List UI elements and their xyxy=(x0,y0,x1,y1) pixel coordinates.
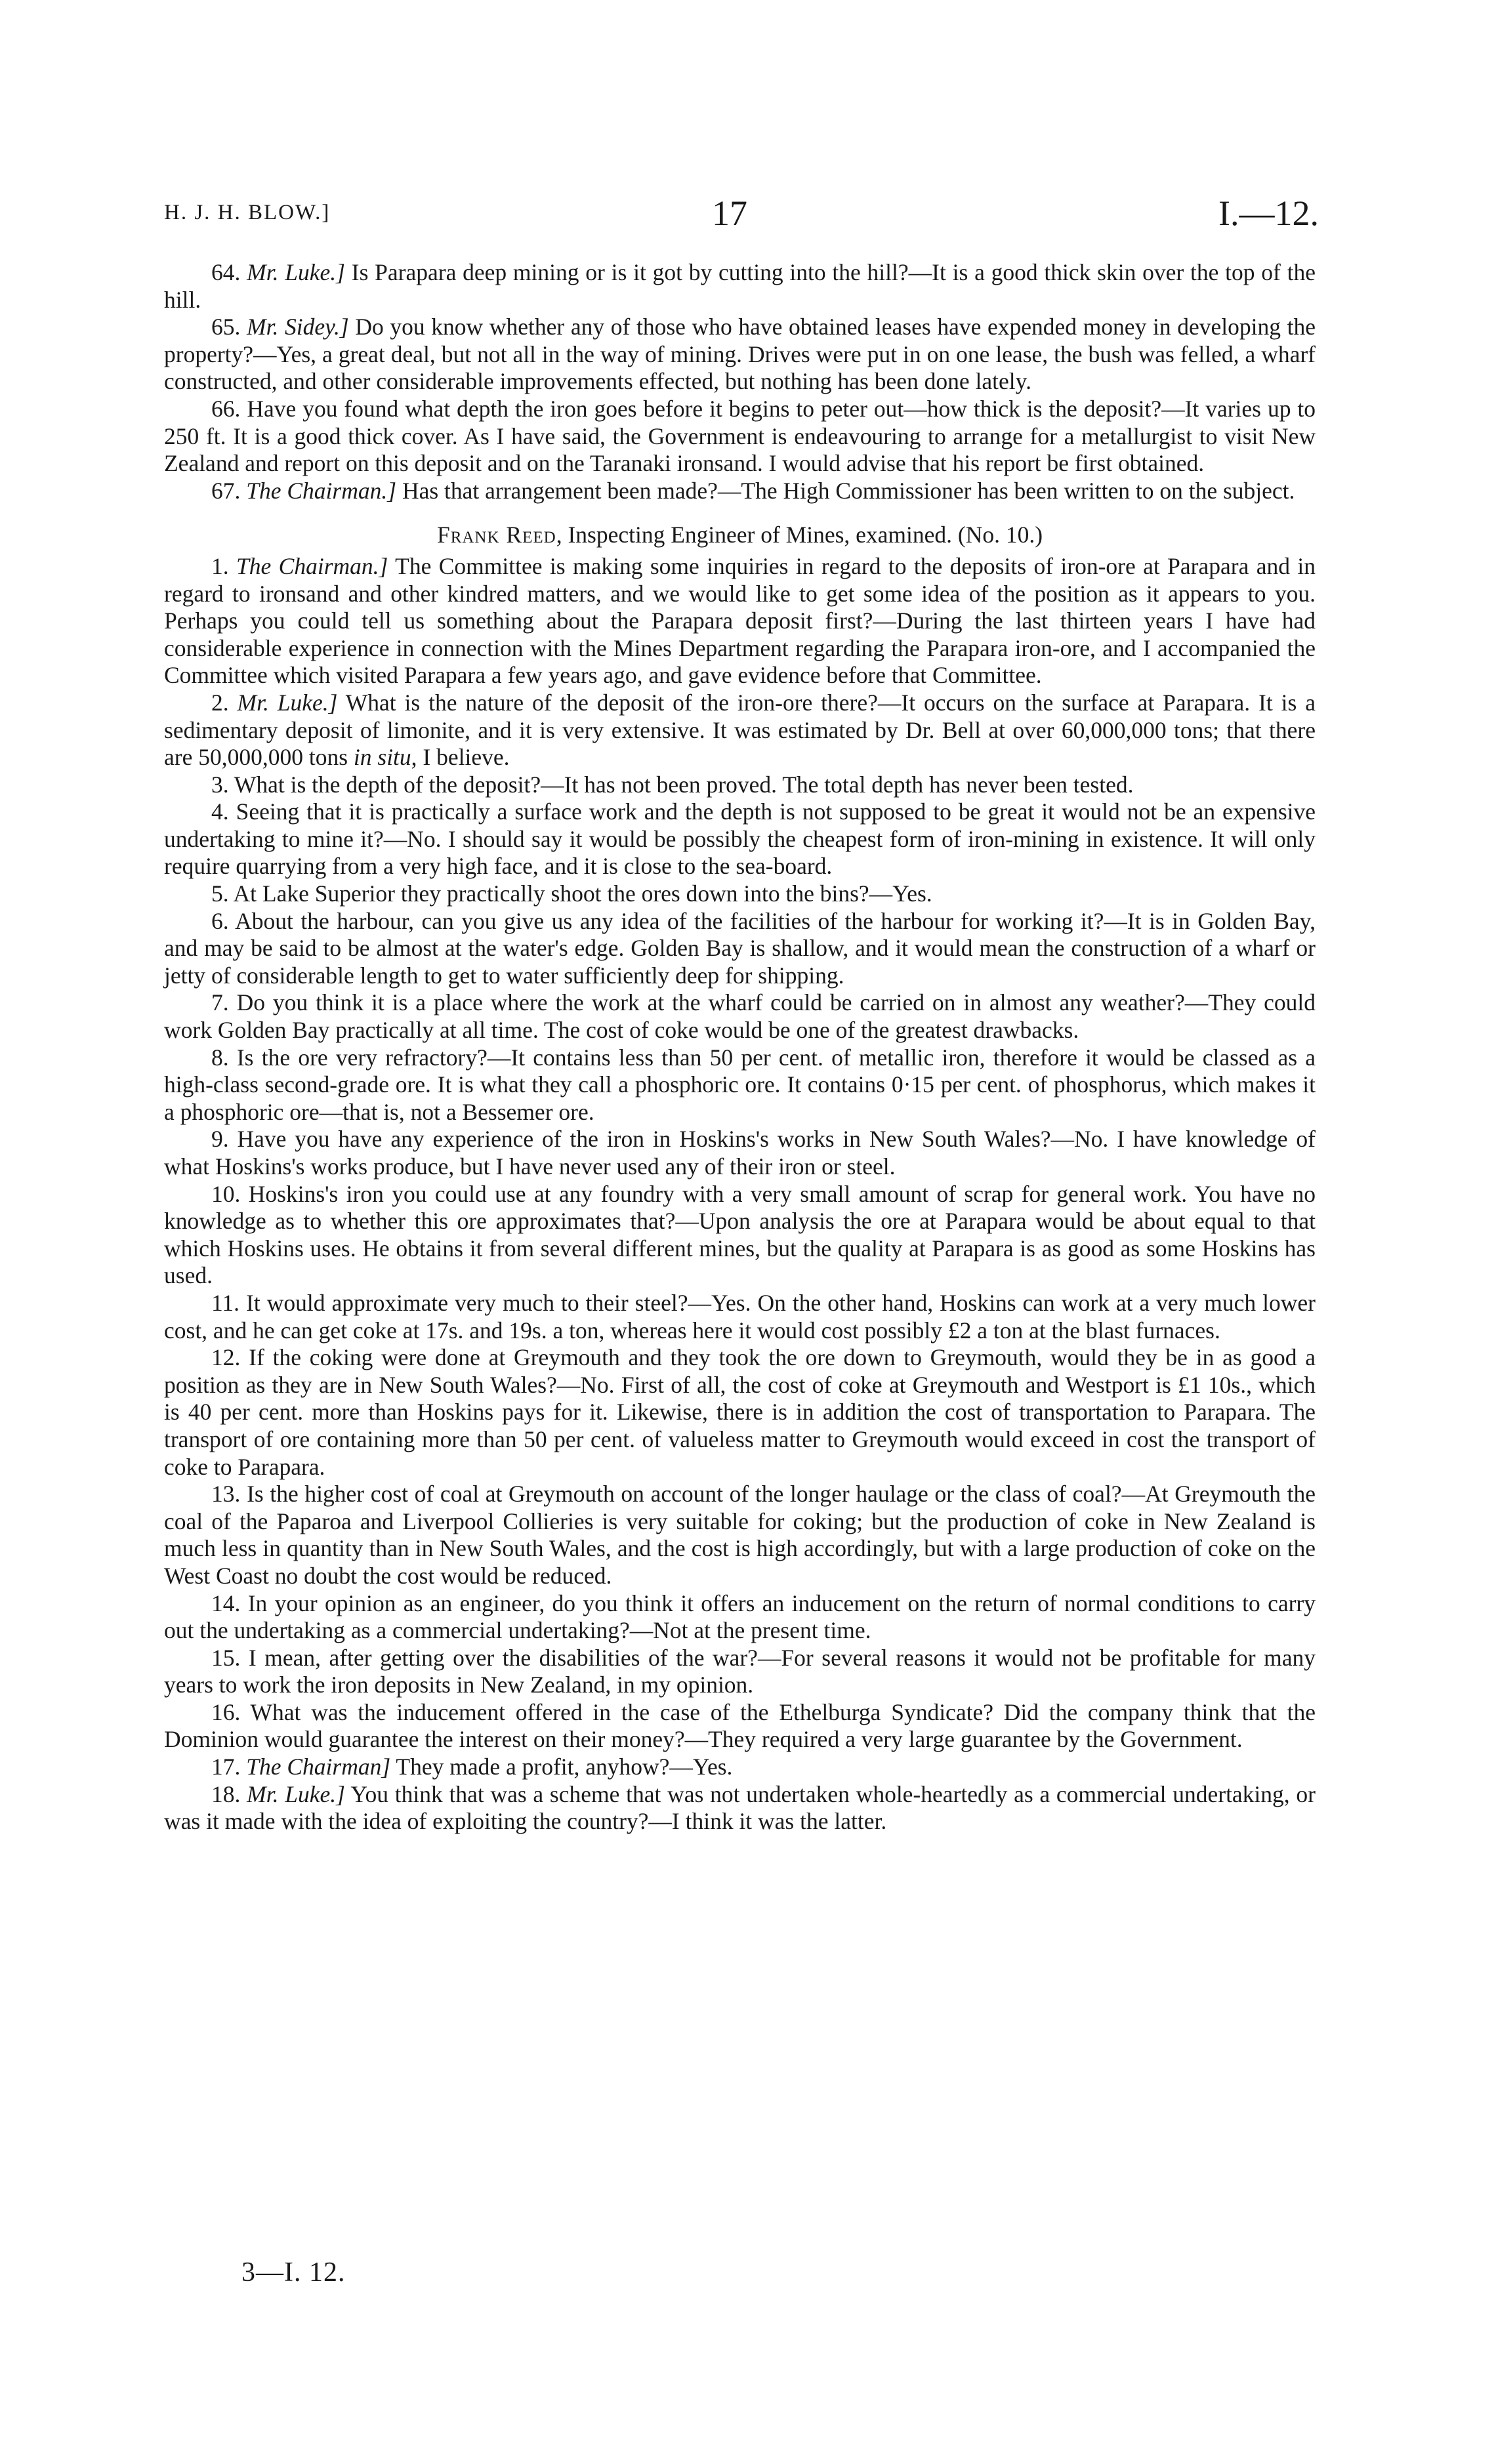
question-answer-paragraph xyxy=(164,1126,1316,1180)
question-answer-paragraph xyxy=(164,314,1316,396)
paragraph-text: You think that was a scheme that was not undertaken whole-heartedly as a commercial undertaking, or was it made with the idea of exploiting the country?—I think it was the latter. xyxy=(164,1780,1316,1835)
question-answer-paragraph xyxy=(164,259,1316,314)
question-number: 9. xyxy=(211,1126,229,1153)
question-number: 4. xyxy=(211,798,229,825)
question-answer-paragraph xyxy=(164,1645,1316,1699)
question-answer-paragraph xyxy=(164,396,1316,478)
question-number: 6. xyxy=(211,907,229,934)
page-header xyxy=(164,192,1319,237)
question-number: 3. xyxy=(211,771,229,798)
question-number: 13. xyxy=(211,1481,241,1508)
question-answer-paragraph xyxy=(164,689,1316,771)
question-number: 11. xyxy=(211,1289,240,1316)
speaker: The Chairman.] xyxy=(236,552,388,579)
witness-name: Frank Reed xyxy=(436,522,556,548)
paragraph-text: About the harbour, can you give us any idea of the facilities of the harbour for working it?—It is in Golden Bay, and may be said to be almost at the water's edge. Golden Bay is shallow, and it would mean the construction of a wharf or jetty of considerable length to get to water sufficiently deep for shipping. xyxy=(164,907,1316,989)
paragraph-text: What is the nature of the deposit of the iron-ore there?—It occurs on the surface at Parapara. It is a sedimentary deposit of limonite, and it is very extensive. It was estimated by Dr. Bell at over 60,000,000 tons; that there are 50,000,000 tons xyxy=(164,689,1316,771)
paragraph-text: Do you know whether any of those who have obtained leases have expended money in developing the property?—Yes, a great deal, but not all in the way of mining. Drives were put in on one lease, the bush was felled, a wharf constructed, and other considerable improvements effected, but nothing has been done lately. xyxy=(164,314,1316,395)
paragraph-text: What is the depth of the deposit?—It has not been proved. The total depth has never been tested. xyxy=(234,771,1134,798)
paragraph-text: In your opinion as an engineer, do you think it offers an inducement on the return of normal conditions to carry out the undertaking as a commercial undertaking?—Not at the present time. xyxy=(164,1590,1316,1644)
speaker: The Chairman] xyxy=(246,1754,391,1780)
question-answer-paragraph xyxy=(164,989,1316,1044)
question-answer-paragraph xyxy=(164,908,1316,990)
question-answer-paragraph xyxy=(164,1344,1316,1481)
witness-description: , Inspecting Engineer of Mines, examined. (No. 10.) xyxy=(556,522,1043,548)
paragraph-text-tail: , I believe. xyxy=(411,744,510,771)
speaker: The Chairman.] xyxy=(246,477,397,504)
question-number: 15. xyxy=(211,1644,241,1671)
paragraph-text: What was the inducement offered in the case of the Ethelburga Syndicate? Did the company think that the Dominion would guarantee the interest on their money?—They required a very large guarantee by the Government. xyxy=(164,1698,1316,1753)
paragraph-text: Have you have any experience of the iron in Hoskins's works in New South Wales?—No. I have knowledge of what Hoskins's works produce, but I have never used any of their iron or steel. xyxy=(164,1126,1316,1180)
section-heading xyxy=(164,522,1316,549)
paragraph-text: Has that arrangement been made?—The High Commissioner has been written to on the subject. xyxy=(396,477,1295,504)
question-number: 14. xyxy=(211,1590,241,1616)
page-body xyxy=(164,259,1316,1836)
speaker: Mr. Luke.] xyxy=(247,1780,345,1807)
question-number: 5. xyxy=(211,880,229,907)
paragraph-text: Have you found what depth the iron goes before it begins to peter out—how thick is the deposit?—It varies up to 250 ft. It is a good thick cover. As I have said, the Government is endeavouring to arrange for a metallurgist to visit New Zealand and report on this deposit and on the Taranaki ironsand. I would advise that his report be first obtained. xyxy=(164,395,1316,477)
question-answer-paragraph xyxy=(164,1290,1316,1344)
speaker: Mr. Luke.] xyxy=(247,259,345,285)
question-number: 16. xyxy=(211,1698,241,1725)
paragraph-text: The Committee is making some inquiries in regard to the deposits of iron-ore at Parapara and in regard to ironsand and other kindred matters, and we would like to get some idea of the position as it appears to you. Perhaps you could tell us something about the Parapara deposit first?—During the last thirteen years I have had considerable experience in connection with the Mines Department regarding the Parapara iron-ore, and I accompanied the Committee which visited Parapara a few years ago, and gave evidence before that Committee. xyxy=(164,552,1316,689)
question-answer-paragraph xyxy=(164,771,1316,799)
question-answer-paragraph xyxy=(164,1781,1316,1836)
question-number: 65. xyxy=(211,314,241,340)
paragraph-text: I mean, after getting over the disabilities of the war?—For several reasons it would not be profitable for many years to work the iron deposits in New Zealand, in my opinion. xyxy=(164,1644,1316,1698)
question-answer-paragraph xyxy=(164,1754,1316,1781)
paragraph-text: If the coking were done at Greymouth and they took the ore down to Greymouth, would they be in as good a position as they are in New South Wales?—No. First of all, the cost of coke at Greymouth and Westport is £1 10s., which is 40 per cent. more than Hoskins pays for it. Likewise, there is in addition the cost of transportation to Parapara. The transport of ore containing more than 50 per cent. of valueless matter to Greymouth would exceed in cost the transport of coke to Parapara. xyxy=(164,1344,1316,1480)
question-number: 8. xyxy=(211,1044,229,1071)
paragraph-text: Is Parapara deep mining or is it got by cutting into the hill?—It is a good thick skin over the top of the hill. xyxy=(164,259,1316,313)
question-number: 10. xyxy=(211,1180,241,1207)
question-number: 12. xyxy=(211,1344,241,1371)
paragraph-text: At Lake Superior they practically shoot the ores down into the bins?—Yes. xyxy=(233,880,932,907)
question-answer-paragraph xyxy=(164,798,1316,880)
evidence-blow-continued xyxy=(164,259,1316,504)
question-answer-paragraph xyxy=(164,1481,1316,1590)
question-answer-paragraph xyxy=(164,1044,1316,1126)
question-number: 67. xyxy=(211,477,241,504)
question-number: 18. xyxy=(211,1780,241,1807)
paragraph-text: Do you think it is a place where the work at the wharf could be carried on in almost any weather?—They could work Golden Bay practically at all time. The cost of coke would be one of the greatest drawbacks. xyxy=(164,989,1316,1044)
question-answer-paragraph xyxy=(164,478,1316,505)
question-number: 66. xyxy=(211,395,241,422)
paragraph-text: They made a profit, anyhow?—Yes. xyxy=(390,1754,733,1780)
question-answer-paragraph xyxy=(164,1181,1316,1290)
question-number: 2. xyxy=(211,689,229,716)
header-witness: H. J. H. BLOW.] xyxy=(164,201,331,224)
evidence-reed xyxy=(164,553,1316,1836)
question-answer-paragraph xyxy=(164,1699,1316,1754)
question-answer-paragraph xyxy=(164,553,1316,689)
question-number: 64. xyxy=(211,259,241,285)
italic-phrase: in situ xyxy=(353,744,411,771)
paragraph-text: Hoskins's iron you could use at any foundry with a very small amount of scrap for general work. You have no knowledge as to whether this ore approximates that?—Upon analysis the ore at Parapara would be about equal to that which Hoskins uses. He obtains it from several different mines, but the quality at Parapara is as good as some Hoskins has used. xyxy=(164,1180,1316,1289)
speaker: Mr. Luke.] xyxy=(237,689,338,716)
question-number: 1. xyxy=(211,552,229,579)
page-number: 17 xyxy=(712,194,747,233)
question-answer-paragraph xyxy=(164,1590,1316,1645)
paragraph-text: It would approximate very much to their steel?—Yes. On the other hand, Hoskins can work at a very much lower cost, and he can get coke at 17s. and 19s. a ton, whereas here it would cost possibly £2 a ton at the blast furnaces. xyxy=(164,1289,1316,1344)
paragraph-text: Is the ore very refractory?—It contains less than 50 per cent. of metallic iron, therefore it would be classed as a high-class second-grade ore. It is what they call a phosphoric ore. It contains 0·15 per cent. of phosphorus, which makes it a phosphoric ore—that is, not a Bessemer ore. xyxy=(164,1044,1316,1125)
header-reference: I.—12. xyxy=(1218,194,1319,233)
page-footer-signature: 3—I. 12. xyxy=(241,2257,346,2288)
question-answer-paragraph xyxy=(164,880,1316,908)
question-number: 17. xyxy=(211,1754,241,1780)
question-number: 7. xyxy=(211,989,229,1016)
paragraph-text: Is the higher cost of coal at Greymouth on account of the longer haulage or the class of coal?—At Greymouth the coal of the Paparoa and Liverpool Collieries is very suitable for coking; but the production of coke in New Zealand is much less in quantity than in New South Wales, and the cost is high accordingly, but with a large production of coke on the West Coast no doubt the cost would be reduced. xyxy=(164,1481,1316,1589)
paragraph-text: Seeing that it is practically a surface work and the depth is not supposed to be great it would not be an expensive undertaking to mine it?—No. I should say it would be possibly the cheapest form of iron-mining in existence. It will only require quarrying from a very high face, and it is close to the sea-board. xyxy=(164,798,1316,880)
speaker: Mr. Sidey.] xyxy=(247,314,349,340)
